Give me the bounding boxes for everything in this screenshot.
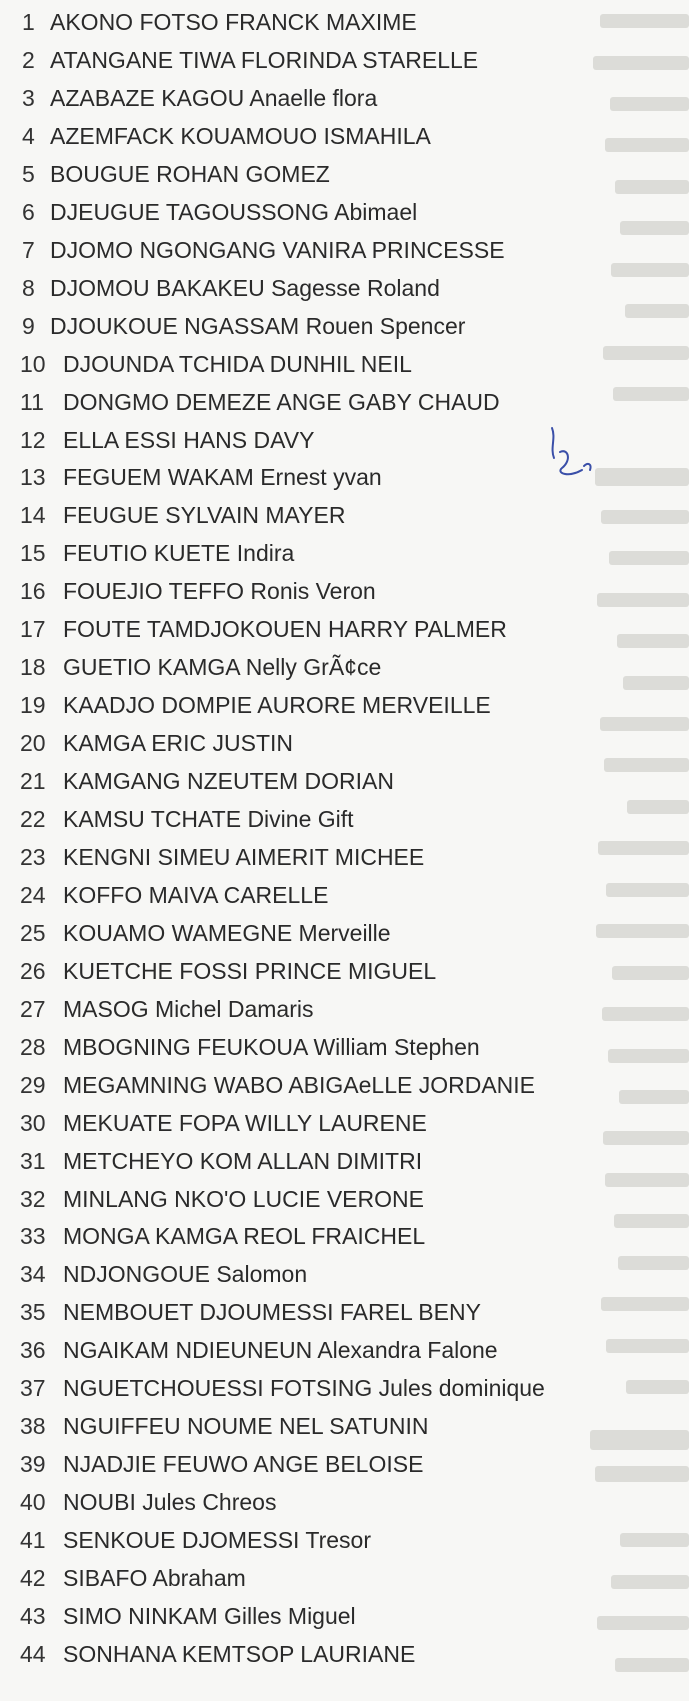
student-number: 12 xyxy=(20,426,46,453)
student-number: 15 xyxy=(20,540,46,567)
student-number: 26 xyxy=(20,957,46,984)
student-number: 2 xyxy=(22,47,35,73)
student-name: SIMO NINKAM Gilles Miguel xyxy=(63,1602,356,1629)
student-number: 16 xyxy=(20,578,46,605)
student-number: 37 xyxy=(20,1375,46,1402)
student-name: ATANGANE TIWA FLORINDA STARELLE xyxy=(50,47,479,73)
student-number: 18 xyxy=(20,654,46,681)
student-number: 10 xyxy=(20,350,46,377)
student-number: 7 xyxy=(22,236,35,263)
student-name: NJADJIE FEUWO ANGE BELOISE xyxy=(63,1451,424,1478)
student-number: 25 xyxy=(20,919,46,946)
student-name: MEKUATE FOPA WILLY LAURENE xyxy=(63,1109,427,1136)
student-name: KOFFO MAIVA CARELLE xyxy=(63,881,329,908)
student-number: 38 xyxy=(20,1413,46,1440)
student-number: 40 xyxy=(20,1489,46,1516)
student-number: 22 xyxy=(20,806,46,832)
student-name: FEUTIO KUETE Indira xyxy=(63,540,295,567)
handwritten-scribble-icon xyxy=(538,418,598,493)
student-number: 43 xyxy=(20,1602,46,1629)
student-number: 24 xyxy=(20,881,46,908)
student-name: GUETIO KAMGA Nelly GrÃ¢ce xyxy=(63,654,382,681)
student-number: 44 xyxy=(20,1640,46,1667)
student-name: DJOMOU BAKAKEU Sagesse Roland xyxy=(50,274,440,301)
student-number: 41 xyxy=(20,1527,46,1553)
student-number: 21 xyxy=(20,768,46,794)
student-number: 42 xyxy=(20,1565,46,1591)
student-name: MASOG Michel Damaris xyxy=(63,995,314,1022)
student-number: 4 xyxy=(22,122,35,149)
student-name: KUETCHE FOSSI PRINCE MIGUEL xyxy=(63,957,437,984)
student-name: FEUGUE SYLVAIN MAYER xyxy=(63,502,346,529)
student-number: 1 xyxy=(22,9,35,35)
student-name: DJOUKOUE NGASSAM Rouen Spencer xyxy=(50,312,466,339)
student-name: MONGA KAMGA REOL FRAICHEL xyxy=(63,1223,426,1250)
student-number: 32 xyxy=(20,1185,46,1212)
student-name: SONHANA KEMTSOP LAURIANE xyxy=(63,1640,416,1667)
student-number: 30 xyxy=(20,1109,46,1136)
student-name: FOUTE TAMDJOKOUEN HARRY PALMER xyxy=(63,616,507,643)
student-name: KAMSU TCHATE Divine Gift xyxy=(63,806,354,832)
student-number: 8 xyxy=(22,274,35,301)
student-name: AZEMFACK KOUAMOUO ISMAHILA xyxy=(50,122,431,149)
student-name: KENGNI SIMEU AIMERIT MICHEE xyxy=(63,843,425,870)
student-name: ELLA ESSI HANS DAVY xyxy=(63,426,315,453)
student-number: 13 xyxy=(20,464,46,491)
student-name: AKONO FOTSO FRANCK MAXIME xyxy=(50,9,417,35)
student-number: 11 xyxy=(20,388,44,415)
student-name: DJOUNDA TCHIDA DUNHIL NEIL xyxy=(63,350,412,377)
student-number: 14 xyxy=(20,502,46,529)
student-number: 3 xyxy=(22,84,35,111)
student-number: 34 xyxy=(20,1261,46,1288)
student-number: 36 xyxy=(20,1337,46,1364)
student-number: 28 xyxy=(20,1033,46,1060)
student-name: KOUAMO WAMEGNE Merveille xyxy=(63,919,391,946)
student-name: SENKOUE DJOMESSI Tresor xyxy=(63,1527,372,1553)
student-number: 17 xyxy=(20,616,46,643)
student-name: BOUGUE ROHAN GOMEZ xyxy=(50,160,330,187)
student-name: KAMGA ERIC JUSTIN xyxy=(63,730,294,757)
student-name: NGUIFFEU NOUME NEL SATUNIN xyxy=(63,1413,429,1440)
student-number: 31 xyxy=(20,1147,46,1174)
student-name: MEGAMNING WABO ABIGAeLLE JORDANIE xyxy=(63,1071,536,1098)
student-number: 6 xyxy=(22,198,35,225)
student-number: 29 xyxy=(20,1071,46,1098)
student-name: METCHEYO KOM ALLAN DIMITRI xyxy=(63,1147,423,1174)
student-number: 27 xyxy=(20,995,46,1022)
student-name: FEGUEM WAKAM Ernest yvan xyxy=(63,464,382,491)
student-name: DONGMO DEMEZE ANGE GABY CHAUD xyxy=(63,388,500,415)
student-number: 23 xyxy=(20,843,46,870)
student-number: 9 xyxy=(22,312,35,339)
student-name: DJEUGUE TAGOUSSONG Abimael xyxy=(50,198,418,225)
student-name: DJOMO NGONGANG VANIRA PRINCESSE xyxy=(50,236,505,263)
bleed-through-texture xyxy=(485,0,689,1701)
student-number: 35 xyxy=(20,1299,46,1326)
student-number: 39 xyxy=(20,1451,46,1478)
student-name: NOUBI Jules Chreos xyxy=(63,1489,277,1516)
student-name: FOUEJIO TEFFO Ronis Veron xyxy=(63,578,376,605)
student-name: MBOGNING FEUKOUA William Stephen xyxy=(63,1033,480,1060)
student-name: AZABAZE KAGOU Anaelle flora xyxy=(50,84,378,111)
student-number: 33 xyxy=(20,1223,46,1250)
student-name: NDJONGOUE Salomon xyxy=(63,1261,308,1288)
student-number: 5 xyxy=(22,160,35,187)
student-name: MINLANG NKO'O LUCIE VERONE xyxy=(63,1185,424,1212)
reverse-side-bleed-through xyxy=(485,0,689,1701)
student-name: KAADJO DOMPIE AURORE MERVEILLE xyxy=(63,692,491,719)
student-name: SIBAFO Abraham xyxy=(63,1565,246,1591)
student-name: NEMBOUET DJOUMESSI FAREL BENY xyxy=(63,1299,481,1326)
student-name: NGAIKAM NDIEUNEUN Alexandra Falone xyxy=(63,1337,498,1364)
student-number: 19 xyxy=(20,692,46,719)
student-name: NGUETCHOUESSI FOTSING Jules dominique xyxy=(63,1375,545,1402)
student-name: KAMGANG NZEUTEM DORIAN xyxy=(63,768,394,794)
student-number: 20 xyxy=(20,730,46,757)
